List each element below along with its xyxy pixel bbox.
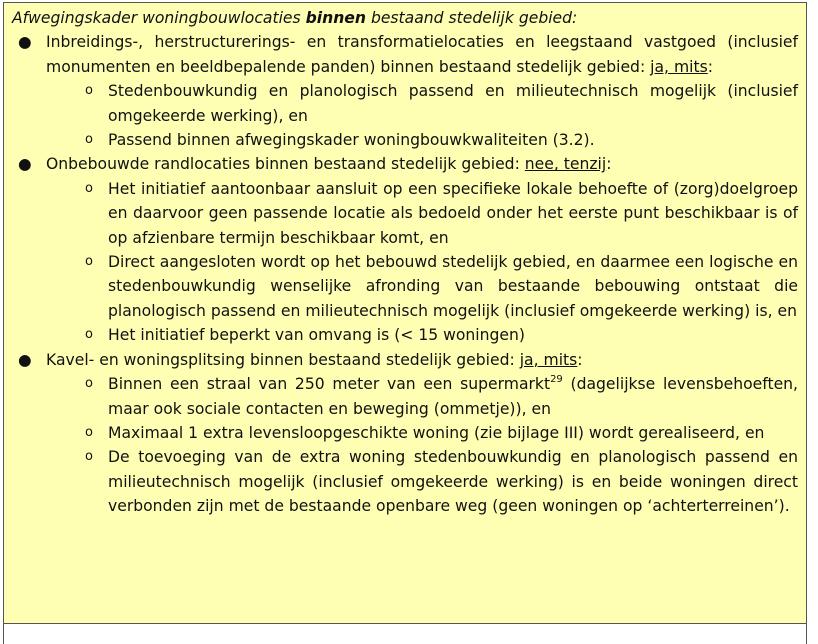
sub-criterion-item [46, 372, 798, 421]
sub-criterion-text: Het initiatief beperkt van omvang is (< 15 woningen) [108, 326, 525, 345]
circle-bullet-icon: o [85, 83, 93, 99]
sub-criterion-text: Passend binnen afwegingskader woningbouwkwaliteiten (3.2). [108, 131, 595, 150]
sub-criterion-item [46, 128, 798, 152]
condition-label: ja, mits [519, 350, 578, 369]
sub-criterion-text [108, 372, 798, 421]
box-bottom-strip [3, 624, 807, 644]
box-heading [12, 6, 798, 30]
circle-bullet-icon: o [85, 376, 93, 392]
sub-criteria-list [46, 177, 798, 348]
sub-criterion-item [46, 177, 798, 250]
sub-criteria-list [46, 79, 798, 152]
criterion-label: Kavel- en woningsplitsing binnen bestaand stedelijk gebied: [46, 350, 520, 369]
policy-box [3, 2, 807, 624]
criterion-item [12, 152, 798, 347]
circle-bullet-icon: o [85, 180, 93, 196]
circle-bullet-icon: o [85, 449, 93, 465]
sub-criterion-text: Stedenbouwkundig en planologisch passend en milieutechnisch mogelijk (inclusief omgekeerde werking), en [108, 82, 798, 125]
sub-criteria-list [46, 372, 798, 518]
condition-label: ja, mits [650, 57, 708, 76]
criterion-text [46, 30, 798, 79]
colon: : [606, 155, 612, 174]
supermarkt-text: Binnen een straal van 250 meter van een supermarkt [108, 375, 551, 394]
heading-bold-word: binnen [305, 9, 366, 27]
criterion-text [46, 348, 798, 372]
heading-text-end: bestaand stedelijk gebied: [365, 9, 578, 27]
sub-criterion-text: Direct aangesloten wordt op het bebouwd stedelijk gebied, en daarmee een logische en stedenbouwkundig wenselijke afronding van bestaande bebouwing ontstaat die planologisch passend en milieutechnisch mogelijk (inclusief omgekeerde werking) is, en [108, 253, 798, 320]
sub-criterion-item [46, 421, 798, 445]
circle-bullet-icon: o [85, 132, 93, 148]
colon: : [707, 57, 714, 76]
bullet-icon: ● [18, 155, 32, 174]
sub-criterion-text: Maximaal 1 extra levensloopgeschikte woning (zie bijlage III) wordt gerealiseerd, en [108, 423, 765, 442]
colon: : [577, 350, 583, 369]
sub-criterion-item [46, 79, 798, 128]
supermarkt-tail-text: (dagelijkse levensbehoeften, maar ook sociale contacten en beweging (ommetje)), en [108, 375, 799, 418]
criterion-text [46, 152, 798, 176]
sub-criterion-text: Het initiatief aantoonbaar aansluit op een specifieke lokale behoefte of (zorg)doelgroep en daarvoor geen passende locatie als bedoeld onder het eerste punt beschikbaar is of op afzienbare termijn beschikbaar komt, en [108, 179, 798, 247]
criterion-label: Inbreidings-, herstructurerings- en transformatielocaties en leegstaand vastgoed (inclusief monumenten en beeldbepalende panden) binnen bestaand stedelijk gebied: [46, 33, 798, 76]
circle-bullet-icon: o [85, 254, 93, 270]
bullet-icon: ● [18, 350, 32, 369]
heading-text: Afwegingskader woningbouwlocaties [12, 9, 306, 27]
criterion-item [12, 30, 798, 152]
criterion-label: Onbebouwde randlocaties binnen bestaand stedelijk gebied: [46, 155, 525, 174]
criterion-item [12, 348, 798, 519]
bullet-icon: ● [18, 33, 32, 52]
sub-criterion-text: De toevoeging van de extra woning stedenbouwkundig en planologisch passend en milieutechnisch mogelijk (inclusief omgekeerde werking) is en beide woningen direct verbonden zijn met de bestaande openbare weg (geen woningen op ‘achterterreinen’). [108, 448, 798, 516]
footnote-reference[interactable]: 29 [550, 373, 563, 385]
sub-criterion-item [46, 445, 798, 518]
criteria-list [12, 30, 798, 518]
circle-bullet-icon: o [85, 327, 93, 343]
sub-criterion-item [46, 250, 798, 323]
condition-label: nee, tenzij [524, 155, 607, 174]
sub-criterion-item [46, 323, 798, 347]
circle-bullet-icon: o [85, 424, 93, 440]
